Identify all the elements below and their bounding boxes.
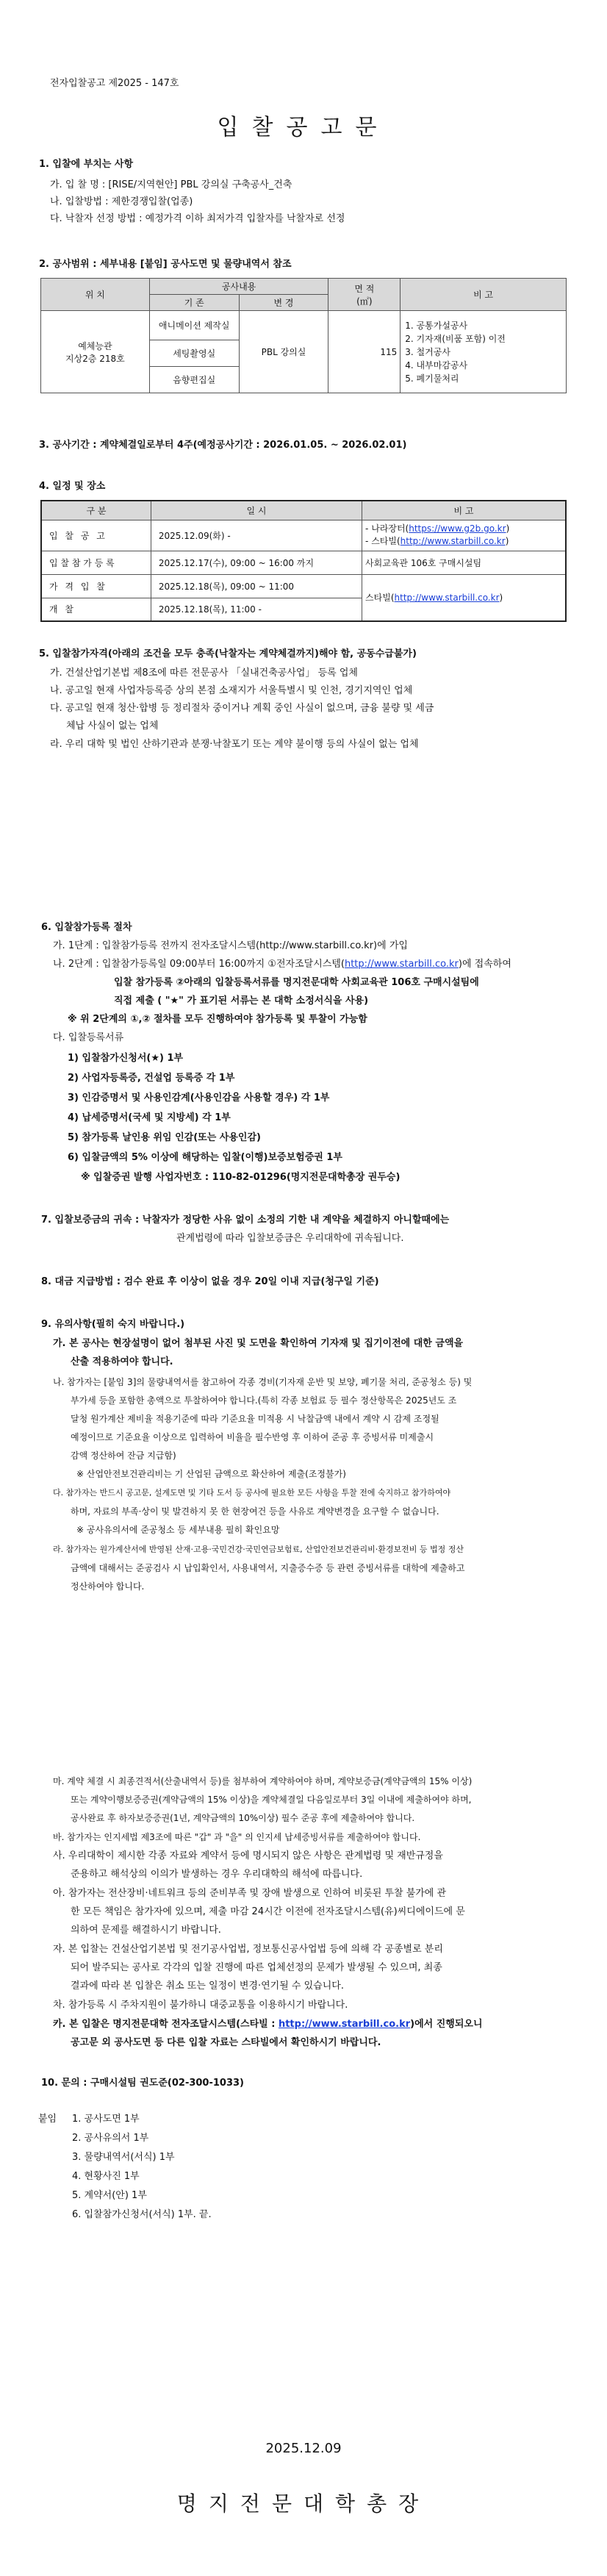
note-ja: 자. 본 입찰는 건설산업기본법 및 전기공사업법, 정보통신공사업법 등에 의해 각 공종별로 분리 xyxy=(53,1944,443,1955)
row-datetime: 2025.12.17(수), 09:00 ~ 16:00 까지 xyxy=(151,551,362,574)
schedule-table xyxy=(40,500,567,622)
note-ra: 라. 참가자는 원가계산서에 반영된 산재·고용·국민건강·국민연금보험료, 산업안전보건관리비·환경보전비 등 법정 정산 xyxy=(53,1545,464,1554)
bond-note: ※ 입찰증권 발행 사업자번호 : 110-82-01296(명지전문대학총장 권두승) xyxy=(81,1172,401,1183)
selection-method: 다. 낙찰자 선정 방법 : 예정가격 이하 최저가격 입찰자를 낙찰자로 선정 xyxy=(50,213,345,224)
notice-number: 전자입찰공고 제2025 - 147호 xyxy=(50,78,179,89)
qualification-na: 나. 공고일 현재 사업자등록증 상의 본점 소재지가 서울특별시 및 인천, 경기지역인 업체 xyxy=(50,685,413,696)
change-cell: PBL 강의실 xyxy=(239,311,328,393)
note-ra-cont: 금액에 대해서는 준공검사 시 납입확인서, 사용내역서, 지출증수증 등 관련 증빙서류를 대학에 제출하고 xyxy=(71,1563,465,1573)
th-note: 비 고 xyxy=(401,279,567,311)
row-label: 입 찰 공 고 xyxy=(41,520,151,551)
row-note: 사회교육관 106호 구매시설팀 xyxy=(362,551,566,574)
th-location: 위 치 xyxy=(41,279,150,311)
row-datetime: 2025.12.09(화) - xyxy=(151,520,362,551)
issue-date: 2025.12.09 xyxy=(265,2441,342,2456)
docs-heading: 다. 입찰등록서류 xyxy=(53,1032,124,1043)
qualification-ra: 라. 우리 대학 및 법인 산하기관과 분쟁·낙찰포기 또는 계약 불이행 등의 사실이 없는 업체 xyxy=(50,739,419,750)
g2b-link[interactable]: https://www.g2b.go.kr xyxy=(409,523,506,534)
qualification-ga: 가. 건설산업기본법 제8조에 따른 전문공사 「실내건축공사업」 등록 업체 xyxy=(50,668,358,679)
section-1-heading: 1. 입찰에 부치는 사항 xyxy=(39,159,134,170)
section-6-heading: 6. 입찰참가등록 절차 xyxy=(41,922,132,933)
base-item: 음향편집실 xyxy=(149,367,239,393)
issuing-organization: 명지전문대학총장 xyxy=(176,2491,431,2516)
note-ra-cont: 정산하여야 합니다. xyxy=(71,1581,145,1592)
th-schedule-note: 비 고 xyxy=(362,501,566,520)
section-3-period: 3. 공사기간 : 계약체결일로부터 4주(예정공사기간 : 2026.01.05. ~ 2026.02.01) xyxy=(39,440,407,451)
attachment-item: 6. 입찰참가신청서(서식) 1부. 끝. xyxy=(72,2209,212,2220)
note-cell: 1. 공통가설공사 2. 기자재(비품 포함) 이전 3. 철거공사 4. 내부마감공사 5. 폐기물처리 xyxy=(401,311,567,393)
section-7-line1: 7. 입찰보증금의 귀속 : 낙찰자가 정당한 사유 없이 소정의 기한 내 계약을 체결하지 아니할때에는 xyxy=(41,1214,450,1226)
th-area: 면 적 (㎡) xyxy=(328,279,401,311)
note-ma-cont: 또는 계약이행보증증권(계약금액의 15% 이상)을 계약체결일 다음일로부터 3일 이내에 제출하여야 하며, xyxy=(71,1795,472,1805)
note-ka: 카. 본 입찰은 명지전문대학 전자조달시스템(스타빌 : http://www.starbill.co.kr)에서 진행되오니 xyxy=(53,2019,483,2030)
note-cha: 차. 참가등록 시 주차지원이 불가하니 대중교통을 이용하시기 바랍니다. xyxy=(53,2000,348,2011)
note-na-remark: ※ 산업안전보건관리비는 기 산업된 금액으로 확산하여 제출(조정불가) xyxy=(76,1469,346,1479)
note-ma: 마. 계약 체결 시 최종견적서(산출내역서 등)를 첨부하여 계약하여야 하며, 계약보증금(계약금액의 15% 이상) xyxy=(53,1776,473,1786)
qualification-da-cont: 체납 사실이 없는 업체 xyxy=(66,720,159,731)
attachment-item: 4. 현황사진 1부 xyxy=(72,2171,140,2182)
step-2-cont: 입찰 참가등록 ②아래의 입찰등록서류를 명지전문대학 사회교육관 106호 구매시설팀에 xyxy=(114,977,479,988)
attachment-item: 3. 물량내역서(서식) 1부 xyxy=(72,2152,175,2163)
row-datetime: 2025.12.18(목), 09:00 ~ 11:00 xyxy=(151,574,362,598)
row-note: 스타빌(http://www.starbill.co.kr) xyxy=(362,574,566,621)
th-division: 구 분 xyxy=(41,501,151,520)
doc-item: 3) 인감증명서 및 사용인감계(사용인감을 사용할 경우) 각 1부 xyxy=(68,1092,330,1103)
section-5-heading: 5. 입찰참가자격(아래의 조건을 모두 충족(낙찰자는 계약체결까지)해야 함, 공동수급불가) xyxy=(39,648,417,659)
section-7-line2: 관계법령에 따라 입찰보증금은 우리대학에 귀속됩니다. xyxy=(176,1233,404,1244)
note-na-cont: 예정이므로 기준요율 이상으로 입력하여 비율을 필수반영 후 이하여 준공 후 증빙서류 미제출시 xyxy=(71,1432,434,1442)
note-ka-cont: 공고문 외 공사도면 등 다른 입찰 자료는 스타빌에서 확인하시기 바랍니다. xyxy=(71,2037,381,2048)
doc-item: 2) 사업자등록증, 건설업 등록증 각 1부 xyxy=(68,1073,235,1084)
note-ja-cont: 결과에 따라 본 입찰은 취소 또는 일정이 변경·연기될 수 있습니다. xyxy=(71,1981,344,1992)
doc-item: 1) 입찰참가신청서(★) 1부 xyxy=(68,1053,184,1064)
row-datetime: 2025.12.18(목), 11:00 - xyxy=(151,598,362,621)
note-sa-cont: 준용하고 해석상의 이의가 발생하는 경우 우리대학의 해석에 따릅니다. xyxy=(71,1869,363,1880)
row-label: 가 격 입 찰 xyxy=(41,574,151,598)
note-aa: 아. 참가자는 전산장비·네트워크 등의 준비부족 및 장애 발생으로 인하여 비롯된 투찰 불가에 관 xyxy=(53,1888,447,1899)
bid-name: 가. 입 찰 명 : [RISE/지역현안] PBL 강의실 구축공사_건축 xyxy=(50,179,292,190)
note-ma-cont: 공사완료 후 하자보증증권(1년, 계약금액의 10%이상) 필수 준공 후에 제출하여야 합니다. xyxy=(71,1813,415,1823)
doc-item: 6) 입찰금액의 5% 이상에 해당하는 입찰(이행)보증보험증권 1부 xyxy=(68,1152,342,1163)
step-note: ※ 위 2단계의 ①,② 절차를 모두 진행하여야 참가등록 및 투찰이 가능함 xyxy=(68,1014,367,1025)
work-scope-table xyxy=(40,278,567,393)
base-item: 세팅촬영실 xyxy=(149,340,239,367)
attachment-item: 1. 공사도면 1부 xyxy=(72,2114,140,2125)
area-cell: 115 xyxy=(328,311,401,393)
attachment-item: 2. 공사유의서 1부 xyxy=(72,2133,149,2144)
starbill-link[interactable]: http://www.starbill.co.kr xyxy=(394,593,500,604)
note-ga-cont: 산출 적용하여야 합니다. xyxy=(71,1356,173,1367)
starbill-link[interactable]: http://www.starbill.co.kr xyxy=(278,2019,411,2030)
note-da-cont: 하며, 자료의 부족·상이 및 발견하지 못 한 현장여건 등을 사유로 계약변경을 요구할 수 없습니다. xyxy=(71,1506,439,1517)
base-item: 애니메이션 제작실 xyxy=(149,311,239,340)
th-base: 기 존 xyxy=(149,295,239,311)
note-na-cont: 달청 원가계산 제비율 적용기준에 따라 기준요율 미적용 시 낙찰금액 내에서 계약 시 감제 조정될 xyxy=(71,1414,439,1424)
row-label: 개 찰 xyxy=(41,598,151,621)
bid-method: 나. 입찰방법 : 제한경쟁입찰(업종) xyxy=(50,196,193,207)
section-2-heading: 2. 공사범위 : 세부내용 [붙임] 공사도면 및 물량내역서 참조 xyxy=(39,259,292,270)
note-sa: 사. 우리대학이 제시한 각종 자료와 계약서 등에 명시되지 않은 사항은 관계법령 및 재반규정을 xyxy=(53,1850,443,1861)
note-aa-cont: 한 모든 책임은 참가자에 있으며, 제출 마감 24시간 이전에 전자조달시스템(유)씨디에이드에 문 xyxy=(71,1906,465,1917)
qualification-da: 다. 공고일 현재 청산·합병 등 정리절차 중이거나 계획 중인 사실이 없으며, 금융 불량 및 세금 xyxy=(50,703,434,714)
section-8-payment: 8. 대금 지급방법 : 검수 완료 후 이상이 없을 경우 20일 이내 지급(청구일 기준) xyxy=(41,1276,379,1287)
document-title: 입찰공고문 xyxy=(217,115,390,140)
note-na-cont: 감액 정산하여 잔금 지급함) xyxy=(71,1450,176,1461)
section-10-contact: 10. 문의 : 구매시설팀 권도준(02-300-1033) xyxy=(41,2078,244,2089)
step-2: 나. 2단계 : 입찰참가등록일 09:00부터 16:00까지 ①전자조달시스템(http://www.starbill.co.kr)에 접속하여 xyxy=(53,959,511,970)
section-9-heading: 9. 유의사항(필히 숙지 바랍니다.) xyxy=(41,1319,185,1330)
row-label: 입 찰 참 가 등 록 xyxy=(41,551,151,574)
th-datetime: 일 시 xyxy=(151,501,362,520)
note-ga: 가. 본 공사는 현장설명이 없어 첨부된 사진 및 도면을 확인하여 기자재 및 집기이전에 대한 금액을 xyxy=(53,1338,464,1349)
attachment-label: 붙임 xyxy=(38,2114,57,2125)
section-4-heading: 4. 일정 및 장소 xyxy=(39,481,106,492)
note-na: 나. 참가자는 [붙임 3]의 물량내역서를 참고하여 각종 경비(기자재 운반 및 보양, 폐기물 처리, 준공청소 등) 및 xyxy=(53,1377,473,1387)
step-2-cont: 직접 제출 ( "★" 가 표기된 서류는 본 대학 소정서식을 사용) xyxy=(114,995,369,1006)
step-1: 가. 1단계 : 입찰참가등록 전까지 전자조달시스템(http://www.starbill.co.kr)에 가입 xyxy=(53,940,408,951)
doc-item: 4) 납세증명서(국세 및 지방세) 각 1부 xyxy=(68,1112,231,1123)
row-note: - 나라장터(https://www.g2b.go.kr) - 스타빌(http://www.starbill.co.kr) xyxy=(362,520,566,551)
starbill-link[interactable]: http://www.starbill.co.kr xyxy=(344,959,459,970)
attachment-item: 5. 계약서(안) 1부 xyxy=(72,2190,147,2201)
note-ja-cont: 되어 발주되는 공사로 각각의 입찰 진행에 따른 업체선정의 문제가 발생될 수 있으며, 최종 xyxy=(71,1962,442,1973)
th-change: 변 경 xyxy=(239,295,328,311)
note-ba: 바. 참가자는 인지세법 제3조에 따른 "갑" 과 "을" 의 인지세 납세증빙서류를 제출하여야 합니다. xyxy=(53,1832,421,1842)
doc-item: 5) 참가등록 날인용 위임 인감(또는 사용인감) xyxy=(68,1132,261,1143)
location-cell: 예체능관 지상2층 218호 xyxy=(41,311,150,393)
note-da-remark: ※ 공사유의서에 준공청소 등 세부내용 필히 확인요망 xyxy=(76,1525,280,1535)
note-da: 다. 참가자는 반드시 공고문, 설계도면 및 기타 도서 등 공사에 필요한 모든 사항을 투찰 전에 숙지하고 참가하여야 xyxy=(53,1488,451,1498)
starbill-link[interactable]: http://www.starbill.co.kr xyxy=(400,536,506,546)
th-content: 공사내용 xyxy=(149,279,328,295)
note-aa-cont: 의하여 문제를 해결하시기 바랍니다. xyxy=(71,1925,221,1936)
note-na-cont: 부가세 등을 포함한 총액으로 투찰하여야 합니다.(특히 각종 보험료 등 필수 정산항목은 2025년도 조 xyxy=(71,1395,457,1406)
